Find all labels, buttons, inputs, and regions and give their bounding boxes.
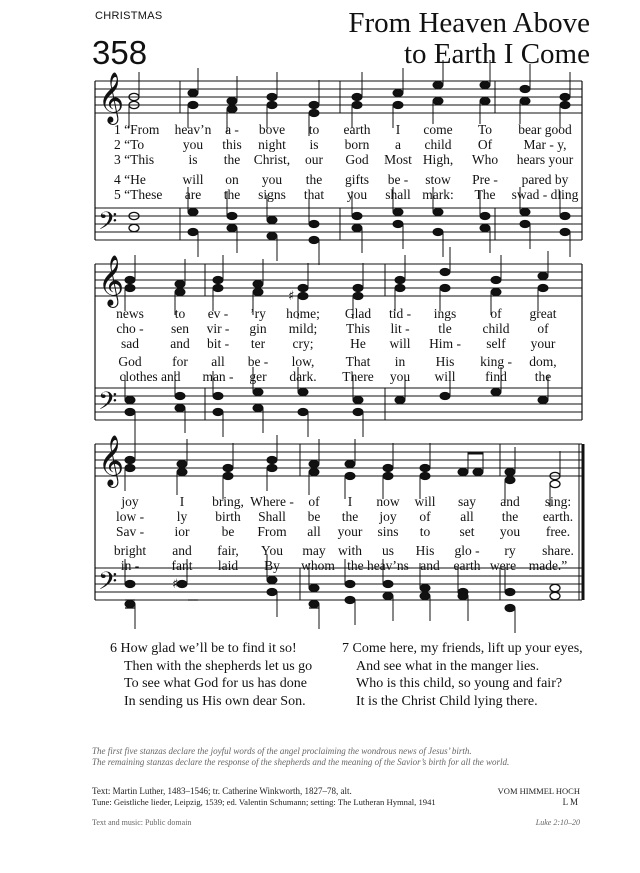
lyric-syllable: earth <box>343 122 371 137</box>
lyric-syllable: bring, <box>212 494 244 509</box>
lyric-syllable: He <box>350 336 366 351</box>
lyric-syllable: bove <box>258 122 286 137</box>
lyric-syllable: gin <box>249 321 267 336</box>
lyric-syllable: Christ, <box>253 152 291 167</box>
lyric-syllable: 1 “From <box>114 122 160 137</box>
lyric-syllable: ’ry <box>250 306 266 321</box>
lyric-syllable: all <box>460 509 474 524</box>
lyric-syllable: born <box>344 137 370 152</box>
lyric-syllable: God <box>345 152 369 167</box>
lyric-syllable: signs <box>258 187 286 202</box>
lyric-syllable: You <box>261 543 283 558</box>
stanza-line: Who is this child, so young and fair? <box>356 676 563 691</box>
lyric-syllable: clothes and <box>119 369 181 384</box>
lyric-syllable: mild; <box>288 321 318 336</box>
lyric-syllable: Most <box>384 152 412 167</box>
lyric-line <box>0 558 640 573</box>
stanza-line: And see what in the manger lies. <box>356 658 540 674</box>
lyric-syllable: you <box>261 172 283 187</box>
lyric-line <box>0 509 640 524</box>
lyric-syllable: low - <box>115 509 145 524</box>
lyric-syllable: pared by <box>521 172 569 187</box>
lyric-syllable: say <box>458 494 476 509</box>
lyric-syllable: stow <box>425 172 451 187</box>
lyric-line <box>0 369 640 384</box>
lyric-syllable: Of <box>477 137 493 152</box>
lyric-syllable: with <box>337 543 363 558</box>
lyric-syllable: swad - dling <box>511 187 579 202</box>
lyric-syllable: king - <box>480 354 512 369</box>
lyric-syllable: come <box>423 122 453 137</box>
usage-note: The first five stanzas declare the joyful words of the angel proclaiming the wondrous news of Jesus’ birth. <box>92 746 472 756</box>
lyric-syllable: and <box>500 494 520 509</box>
lyric-syllable: gifts <box>344 172 370 187</box>
lyric-syllable: God <box>118 354 142 369</box>
hymn-number: 358 <box>92 34 148 71</box>
lyric-syllable: you <box>182 137 204 152</box>
lyric-syllable: may <box>302 543 326 558</box>
lyric-syllable: glo - <box>454 543 480 558</box>
lyric-syllable: be - <box>387 172 409 187</box>
lyric-syllable: ly <box>176 509 188 524</box>
ledger-lines <box>125 600 515 608</box>
lyric-syllable: now <box>376 494 400 509</box>
lyric-syllable: news <box>116 306 144 321</box>
lyric-syllable: sen <box>171 321 189 336</box>
stanza-line: To see what God for us has done <box>124 676 307 691</box>
stanza-6 <box>110 640 312 710</box>
lyric-syllable: your <box>530 336 556 351</box>
bass-clef-icon: 𝄢 <box>98 207 118 242</box>
lyric-syllable: in - <box>120 558 140 573</box>
treble-clef-icon: 𝄞 <box>98 255 125 306</box>
lyric-syllable: mark: <box>422 187 454 202</box>
lyric-syllable: you <box>389 369 411 384</box>
lyric-syllable: From <box>257 524 287 539</box>
lyric-syllable: joy <box>379 509 397 524</box>
copyright: Text and music: Public domain <box>92 818 192 827</box>
lyric-line <box>0 122 640 137</box>
lyric-syllable: set <box>459 524 475 539</box>
lyric-syllable: of <box>490 306 502 321</box>
lyric-syllable: whom <box>301 558 335 573</box>
lyric-line <box>0 152 640 167</box>
lyric-syllable: be <box>221 524 235 539</box>
meter: L M <box>562 797 578 807</box>
lyric-syllable: ev - <box>207 306 229 321</box>
lyric-syllable: find <box>485 369 507 384</box>
lyric-syllable: your <box>337 524 363 539</box>
lyric-syllable: That <box>345 354 371 369</box>
lyric-syllable: Sav - <box>115 524 145 539</box>
lyric-syllable: lit - <box>390 321 410 336</box>
tune-credit: Tune: Geistliche lieder, Leipzig, 1539; ed. Valentin Schumann; setting: The Lutheran Hymnal, 1941 <box>92 797 436 807</box>
lyric-syllable: Who <box>471 152 499 167</box>
lyric-syllable: I <box>395 122 401 137</box>
lyric-syllable: ings <box>433 306 457 321</box>
lyric-syllable: earth. <box>542 509 574 524</box>
lyric-line <box>0 494 640 509</box>
bass-clef-icon: 𝄢 <box>98 567 118 602</box>
lyric-syllable: be <box>307 509 321 524</box>
lyric-syllable: earth <box>453 558 481 573</box>
lyric-syllable: on <box>225 172 239 187</box>
lyric-syllable: be - <box>247 354 269 369</box>
bass-clef-icon: 𝄢 <box>98 387 118 422</box>
lyric-syllable: I <box>179 494 185 509</box>
lyric-syllable: sins <box>377 524 399 539</box>
lyric-syllable: ger <box>249 369 267 384</box>
lyric-line <box>0 524 640 539</box>
lyric-syllable: the <box>534 369 552 384</box>
lyric-syllable: By <box>264 558 280 573</box>
lyric-syllable: of <box>537 321 549 336</box>
lyric-syllable: home; <box>286 306 320 321</box>
lyric-line <box>0 306 640 321</box>
lyric-syllable: is <box>309 137 319 152</box>
lyric-syllable: you <box>346 187 368 202</box>
lyric-syllable: ry <box>504 543 516 558</box>
lyric-syllable: 4 “He <box>114 172 146 187</box>
lyric-syllable: free. <box>545 524 571 539</box>
stanza-line: Then with the shepherds let us go <box>124 658 313 674</box>
lyric-syllable: will <box>182 172 204 187</box>
lyric-syllable: sad <box>121 336 139 351</box>
lyric-syllable: in <box>394 354 406 369</box>
lyric-syllable: child <box>482 321 510 336</box>
lyric-syllable: you <box>499 524 521 539</box>
lyric-syllable: tid - <box>388 306 412 321</box>
lyric-syllable: His <box>435 354 455 369</box>
lyric-syllable: all <box>211 354 225 369</box>
lyric-syllable: low, <box>291 354 315 369</box>
sharp-icon: ♯ <box>288 289 295 304</box>
lyric-syllable: dom, <box>529 354 557 369</box>
lyric-syllable: for <box>172 354 188 369</box>
lyric-syllable: ter <box>250 336 266 351</box>
lyric-syllable: sing: <box>544 494 572 509</box>
lyric-syllable: the <box>223 152 241 167</box>
lyric-syllable: will <box>389 336 411 351</box>
lyric-syllable: Where - <box>250 494 294 509</box>
lyric-syllable: will <box>414 494 436 509</box>
lyric-line <box>0 172 640 187</box>
lyric-syllable: His <box>415 543 435 558</box>
hymn-title-line2: to Earth I Come <box>403 38 590 70</box>
lyric-syllable: us <box>381 543 395 558</box>
lyric-syllable: the <box>501 509 519 524</box>
lyric-syllable: Pre - <box>472 172 498 187</box>
lyric-syllable: made.” <box>528 558 568 573</box>
lyric-syllable: the <box>341 509 359 524</box>
lyric-syllable: Him - <box>429 336 461 351</box>
scripture-reference: Luke 2:10–20 <box>535 818 580 827</box>
lyric-syllable: to <box>419 524 431 539</box>
lyric-syllable: cho - <box>116 321 144 336</box>
stanza-line: In sending us His own dear Son. <box>124 693 306 709</box>
lyric-syllable: the heav’ns <box>347 558 409 573</box>
lyric-syllable: to <box>174 306 186 321</box>
lyric-line <box>0 354 640 369</box>
sharp-icon: ♯ <box>172 577 179 592</box>
lyric-syllable: cry; <box>292 336 314 351</box>
lyric-syllable: this <box>222 137 242 152</box>
lyric-syllable: fant <box>171 558 193 573</box>
lyric-syllable: and <box>170 336 190 351</box>
lyric-syllable: and <box>420 558 440 573</box>
lyric-syllable: the <box>223 187 241 202</box>
lyric-syllable: a <box>395 137 401 152</box>
lyric-line <box>0 321 640 336</box>
hymn-title-line1: From Heaven Above <box>348 7 590 39</box>
lyric-line <box>0 187 640 202</box>
lyric-syllable: fair, <box>217 543 239 558</box>
lyric-syllable: bright <box>113 543 147 558</box>
lyric-syllable: dark. <box>289 369 317 384</box>
stanza-line: 7 Come here, my friends, lift up your eyes, <box>342 641 583 656</box>
lyric-syllable: man - <box>202 369 234 384</box>
lyric-syllable: Mar - y, <box>523 137 567 152</box>
stanza-7 <box>342 640 583 710</box>
lyric-syllable: all <box>307 524 321 539</box>
lyric-syllable: the <box>305 172 323 187</box>
lyric-syllable: ior <box>174 524 190 539</box>
lyric-syllable: The <box>474 187 496 202</box>
stanza-line: It is the Christ Child lying there. <box>356 693 538 709</box>
lyric-line <box>0 137 640 152</box>
tune-name: VOM HIMMEL HOCH <box>497 786 580 796</box>
text-credit: Text: Martin Luther, 1483–1546; tr. Catherine Winkworth, 1827–78, alt. <box>92 786 352 796</box>
lyric-syllable: a - <box>225 122 239 137</box>
lyric-syllable: birth <box>215 509 241 524</box>
lyric-syllable: to <box>308 122 320 137</box>
lyric-syllable: great <box>529 306 557 321</box>
lyric-syllable: joy <box>121 494 139 509</box>
stanza-line: 6 How glad we’ll be to find it so! <box>110 641 297 656</box>
lyric-line <box>0 543 640 558</box>
treble-clef-icon: 𝄞 <box>98 435 125 486</box>
lyric-line <box>0 336 640 351</box>
lyric-syllable: of <box>308 494 320 509</box>
lyric-syllable: of <box>419 509 431 524</box>
lyric-syllable: shall <box>385 187 411 202</box>
lyric-syllable: share. <box>542 543 574 558</box>
lyric-syllable: tle <box>438 321 452 336</box>
lyric-syllable: This <box>345 321 371 336</box>
lyric-syllable: laid <box>217 558 239 573</box>
section-heading: CHRISTMAS <box>95 10 163 22</box>
lyric-syllable: 5 “These <box>114 187 163 202</box>
lyric-syllable: hears your <box>516 152 574 167</box>
lyric-syllable: and <box>172 543 192 558</box>
lyric-syllable: will <box>434 369 456 384</box>
lyric-syllable: night <box>258 137 286 152</box>
lyric-syllable: Glad <box>344 306 372 321</box>
lyric-syllable: is <box>188 152 198 167</box>
lyric-syllable: To <box>477 122 493 137</box>
lyric-syllable: self <box>486 336 506 351</box>
lyric-syllable: Shall <box>258 509 286 524</box>
lyric-syllable: High, <box>422 152 454 167</box>
lyric-syllable: are <box>184 187 202 202</box>
lyric-syllable: child <box>424 137 452 152</box>
lyric-syllable: bear good <box>518 122 572 137</box>
lyric-syllable: I <box>347 494 353 509</box>
lyric-syllable: vir - <box>206 321 230 336</box>
lyric-syllable: were <box>489 558 517 573</box>
lyric-syllable: 3 “This <box>114 152 155 167</box>
lyric-syllable: There <box>342 369 374 384</box>
usage-note: The remaining stanzas declare the response of the shepherds and the meaning of the Savior’s birth for all the world. <box>92 757 510 767</box>
lyric-syllable: that <box>303 187 325 202</box>
treble-clef-icon: 𝄞 <box>98 72 125 123</box>
lyric-syllable: our <box>305 152 323 167</box>
lyric-syllable: heav’n <box>174 122 212 137</box>
lyric-syllable: 2 “To <box>114 137 145 152</box>
lyric-syllable: bit - <box>206 336 230 351</box>
